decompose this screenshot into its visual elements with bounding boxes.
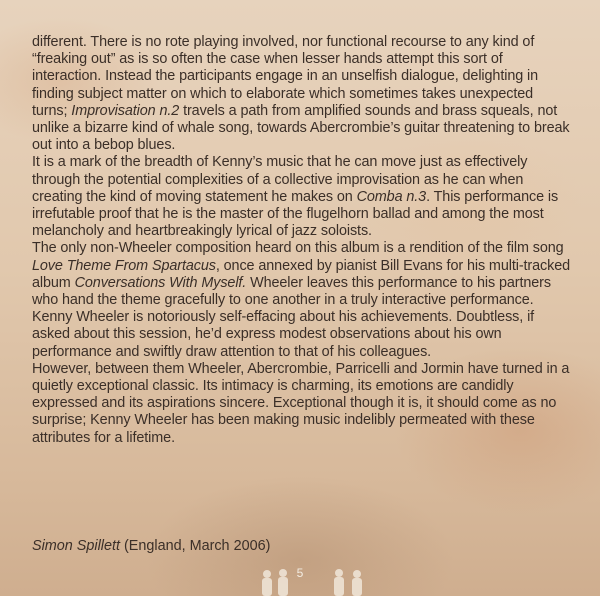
paragraph-2-text-end: . This performance is irrefutable proof that he is the master of the flugelhorn ballad and among the most melancholy and heartbreakingly lyrical of jazz soloists.	[32, 188, 559, 240]
paragraph-5: However, between them Wheeler, Abercrombie, Parricelli and Jormin have turned in a quietly exceptional classic. Its intimacy is charming, its emotions are candidly expressed and its aspirations sincere. Exceptional though it is, it should come as no surprise; Kenny Wheeler has been making music indelibly permeated with these attributes for a lifetime.	[32, 360, 570, 446]
paragraph-1	[32, 34, 572, 154]
paragraph-3-text: The only non-Wheeler composition heard on this album is a rendition of the film song	[32, 240, 564, 257]
title-love-theme-from-spartacus: Love Theme From Spartacus	[32, 257, 216, 274]
essay-text	[32, 34, 572, 447]
paragraph-3	[32, 240, 572, 309]
paragraph-3-text-mid: , once annexed by pianist Bill Evans for his multi-tracked album	[32, 257, 571, 291]
paragraph-1-text: different. There is no rote playing involved, nor functional recourse to any kind of “freaking out” as is so often the case when lesser hands attempt this sort of interaction. Instead the participants engage in an unselfish dialogue, delighting in finding subject matter on which to elaborate which sometimes takes unexpected turns;	[32, 34, 539, 119]
title-conversations-with-myself: Conversations With Myself.	[74, 274, 247, 291]
author-signature	[32, 538, 270, 555]
author-details: (England, March 2006)	[119, 538, 271, 554]
paragraph-1-text-end: travels a path from amplified sounds and brass squeals, not unlike a bizarre kind of whale song, towards Abercrombie’s guitar threatening to break out into a bebop blues.	[32, 102, 570, 154]
paragraph-3-text-end: Wheeler leaves this performance to his partners who hand the theme gracefully to one another in a truly interactive performance.	[32, 274, 551, 309]
page-number: 5	[296, 566, 304, 580]
musician-silhouettes-image	[255, 560, 375, 596]
author-name: Simon Spillett	[32, 538, 120, 554]
paragraph-4: Kenny Wheeler is notoriously self-effacing about his achievements. Doubtless, if asked about this session, he’d express modest observations about his own performance and swiftly draw attention to that of his colleagues.	[32, 309, 535, 360]
title-comba-n3: Comba n.3	[356, 188, 427, 205]
title-improvisation-n2: Improvisation n.2	[71, 102, 180, 119]
paragraph-2-text: It is a mark of the breadth of Kenny’s music that he can move just as effectively through the potential complexities of a collective improvisation as he can when creating the kind of moving statement he makes on	[32, 154, 528, 205]
paragraph-2	[32, 154, 572, 240]
